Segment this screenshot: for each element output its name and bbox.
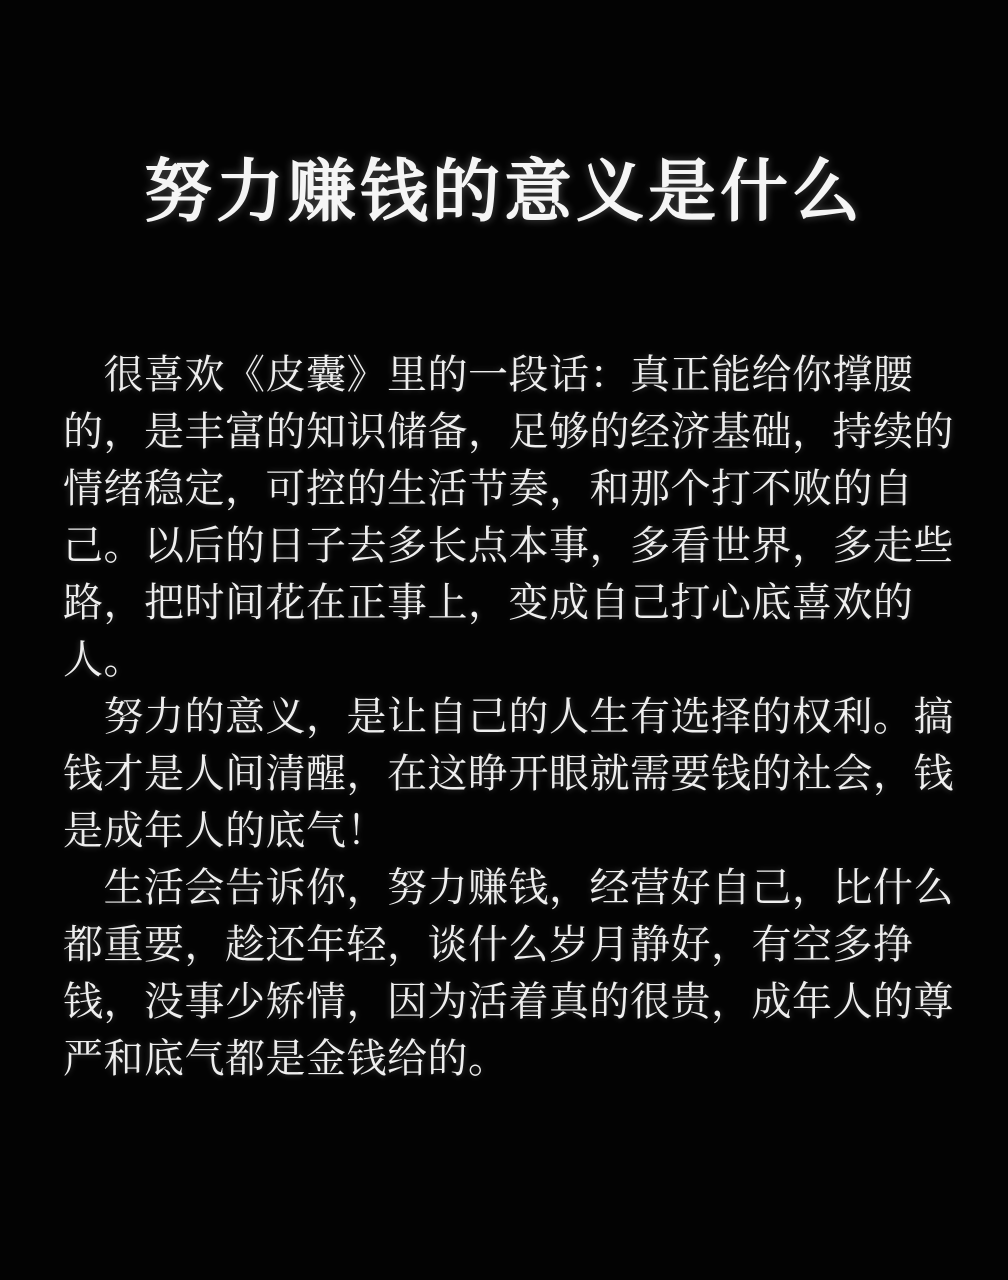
text-line: 生活会告诉你，努力赚钱，经营好自己，比什么 (63, 866, 954, 910)
page-title: 努力赚钱的意义是什么 (143, 154, 864, 230)
body-text (63, 347, 954, 1088)
text-line: 都重要，趁还年轻，谈什么岁月静好，有空多挣 (63, 923, 914, 967)
text-line: 人。 (63, 638, 144, 682)
text-line: 很喜欢《皮囊》里的一段话：真正能给你撑腰 (63, 353, 914, 397)
text-line: 情绪稳定，可控的生活节奏，和那个打不败的自 (63, 467, 914, 511)
text-line: 己。以后的日子去多长点本事，多看世界，多走些 (63, 524, 954, 568)
text-line: 钱才是人间清醒，在这睁开眼就需要钱的社会，钱 (63, 752, 954, 796)
text-line: 路，把时间花在正事上，变成自己打心底喜欢的 (63, 581, 914, 625)
text-line: 的，是丰富的知识储备，足够的经济基础，持续的 (63, 410, 954, 454)
text-line: 钱，没事少矫情，因为活着真的很贵，成年人的尊 (63, 980, 954, 1024)
text-line: 努力的意义，是让自己的人生有选择的权利。搞 (63, 695, 954, 739)
text-line: 严和底气都是金钱给的。 (63, 1037, 509, 1081)
text-line: 是成年人的底气！ (63, 809, 387, 853)
